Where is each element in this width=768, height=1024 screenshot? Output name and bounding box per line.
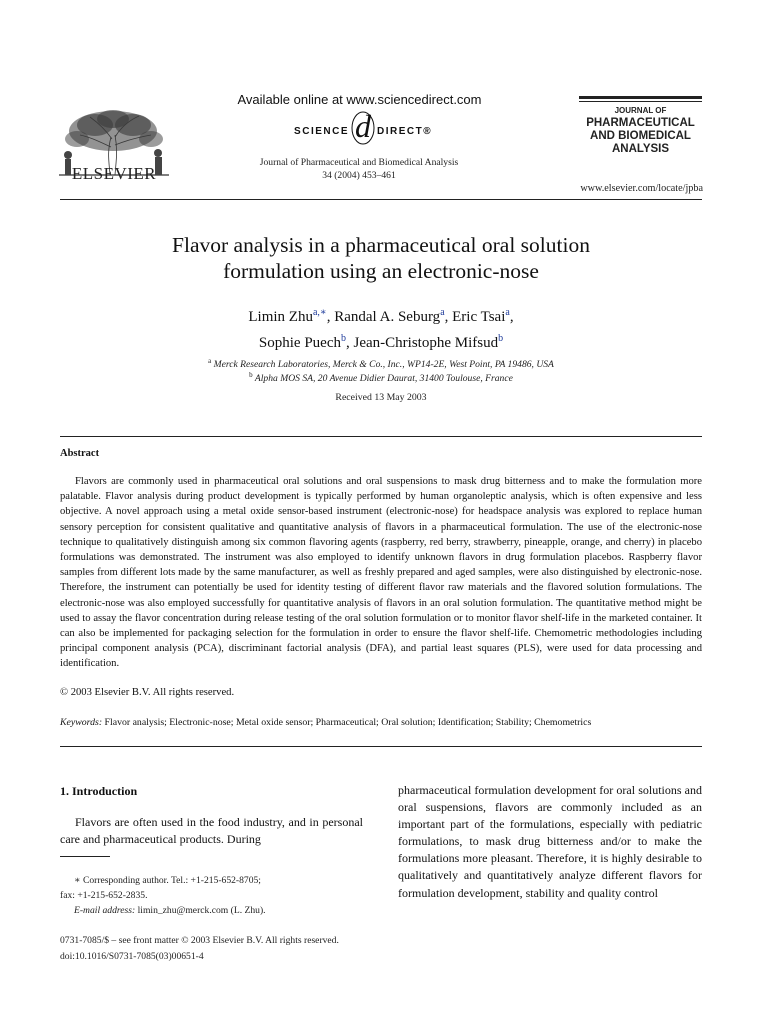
doi-line[interactable]: doi:10.1016/S0731-7085(03)00651-4 (60, 950, 204, 962)
section-heading-introduction: 1. Introduction (60, 784, 138, 798)
keywords-list: Flavor analysis; Electronic-nose; Metal oxide sensor; Pharmaceutical; Oral solution; Identification; Stability; Chemometrics (104, 717, 592, 728)
author-separator: , (326, 309, 335, 325)
footnote-mark: ∗ (74, 875, 81, 886)
abstract-heading: Abstract (60, 448, 100, 459)
abstract-body (60, 474, 702, 672)
keywords (60, 717, 702, 728)
author-affiliation-link[interactable]: a (505, 307, 510, 318)
publisher-name: ELSEVIER (71, 164, 157, 183)
journal-box-line: PHARMACEUTICAL (586, 117, 695, 129)
abstract-copyright: © 2003 Elsevier B.V. All rights reserved. (60, 687, 235, 698)
affiliation-b (60, 371, 702, 384)
footnote-rule (60, 856, 110, 857)
abstract-text: Flavors are commonly used in pharmaceutical oral solutions and oral suspensions to mask drug bitterness and to make the formulation more palatable. Flavor analysis during product development is typically performed by human organoleptic analysis, which is often expensive and less objective. A novel approach using a metal oxide sensor-based instrument (electronic-nose) for headspace analysis was explored to replace human sensory perception for consistent qualitative and quantitative analysis of flavors in a pharmaceutical formulation. The use of the electronic-nose technique to qualitatively distinguish among six common flavoring agents (raspberry, red berry, strawberry, pineapple, orange, and cherry) in placebo formulations was demonstrated. The instrument was also employed to identify unknown flavors in drug formulation placebos. Raspberry flavor samples from different lots made by the same manufacturer, as well as freshly prepared and aged samples, were also distinguished by electronic-nose. Therefore, the instrument can potentially be used for identity testing of different flavor raw materials and the flavored solution formulations. The electronic-nose was also employed successfully for quantitative analysis of flavors in an oral solution formulation. The quantitative method might be used to assay the flavor concentration during release testing of the oral solution formulation or to monitor flavor shelf-life in the marketed container. It can also be implemented for packaging selection for the formulation in order to ensure the flavor shelf-life. Chemometric methodologies including principal component analysis (PCA), discriminant factorial analysis (DFA), and partial least squares (PLS), were used for data processing and identification. (60, 476, 702, 670)
header-divider (60, 199, 702, 200)
footnotes (60, 873, 363, 918)
author-separator: , (346, 335, 354, 351)
journal-box-line: AND BIOMEDICAL (590, 130, 691, 142)
author-name: Jean-Christophe Mifsud (353, 335, 499, 351)
title-line: formulation using an electronic-nose (223, 259, 539, 283)
journal-title-box (579, 96, 702, 156)
author-name: Randal A. Seburg (334, 309, 441, 325)
author-separator: , (509, 309, 514, 325)
affiliation-text: Alpha MOS SA, 20 Avenue Didier Daurat, 31400 Toulouse, France (254, 373, 513, 384)
abstract-bottom-rule (60, 746, 702, 747)
journal-url-link[interactable]: www.elsevier.com/locate/jpba (580, 183, 703, 194)
article-title (60, 232, 702, 284)
affiliation-mark: b (249, 371, 253, 379)
affiliation-a (60, 357, 702, 370)
sciencedirect-wordmark-left: SCIENCE (294, 126, 349, 137)
paragraph: pharmaceutical formulation development for oral solutions and oral suspensions, flavors are commonly included as an important part of the formulations, especially with pediatric formulations, to mask drug bitterness and/or to make the formulations more pleasant. Therefore, it is highly desirable to qualitatively and quantitatively analyze different flavors for formulation development, stability and quality control (398, 783, 702, 900)
author-name: Eric Tsai (452, 309, 506, 325)
keywords-label: Keywords: (60, 717, 103, 728)
journal-box-line: ANALYSIS (611, 143, 670, 155)
affiliation-text: Merck Research Laboratories, Merck & Co., Inc., WP14-2E, West Point, PA 19486, USA (213, 359, 554, 370)
sciencedirect-wordmark-right: DIRECT® (377, 126, 433, 137)
footnote-fax: fax: +1-215-652-2835. (60, 890, 148, 901)
author-separator: , (444, 309, 453, 325)
author-affiliation-link[interactable]: a (440, 307, 445, 318)
journal-citation: 34 (2004) 453–461 (322, 170, 396, 181)
journal-name: Journal of Pharmaceutical and Biomedical Analysis (259, 157, 459, 168)
journal-info (225, 156, 493, 182)
author-name: Sophie Puech (258, 335, 341, 351)
author-affiliation-link[interactable]: b (341, 333, 346, 344)
issn-line: 0731-7085/$ – see front matter © 2003 Elsevier B.V. All rights reserved. (60, 935, 339, 946)
available-online-text[interactable]: Available online at www.sciencedirect.com (237, 92, 482, 107)
author-name: Limin Zhu (248, 309, 313, 325)
paragraph: Flavors are often used in the food industry, and in personal care and pharmaceutical products. During (60, 815, 363, 846)
abstract-top-rule (60, 436, 702, 437)
right-column-text (398, 782, 702, 902)
svg-text:d: d (355, 110, 371, 144)
received-date: Received 13 May 2003 (335, 392, 427, 403)
footnote-email (60, 903, 363, 918)
email-link[interactable]: limin_zhu@merck.com (L. Zhu). (137, 905, 266, 916)
journal-box-title (579, 102, 702, 156)
author-affiliation-link[interactable]: b (498, 333, 504, 344)
left-column-text (60, 814, 363, 847)
footnote-corresponding (60, 873, 363, 888)
author-list (60, 302, 702, 354)
email-label: E-mail address: (74, 905, 136, 916)
title-line: Flavor analysis in a pharmaceutical oral solution (172, 233, 590, 257)
front-matter-notes (60, 933, 339, 964)
author-line (60, 302, 702, 328)
footnote-text: Corresponding author. Tel.: +1-215-652-8705; (82, 875, 261, 886)
affiliation-mark: a (208, 357, 212, 365)
journal-box-line: JOURNAL OF (614, 106, 667, 115)
author-affiliation-link[interactable]: a,∗ (312, 307, 327, 318)
author-line (60, 328, 702, 354)
journal-box-rule-thick (579, 96, 702, 99)
sciencedirect-logo (283, 110, 443, 146)
